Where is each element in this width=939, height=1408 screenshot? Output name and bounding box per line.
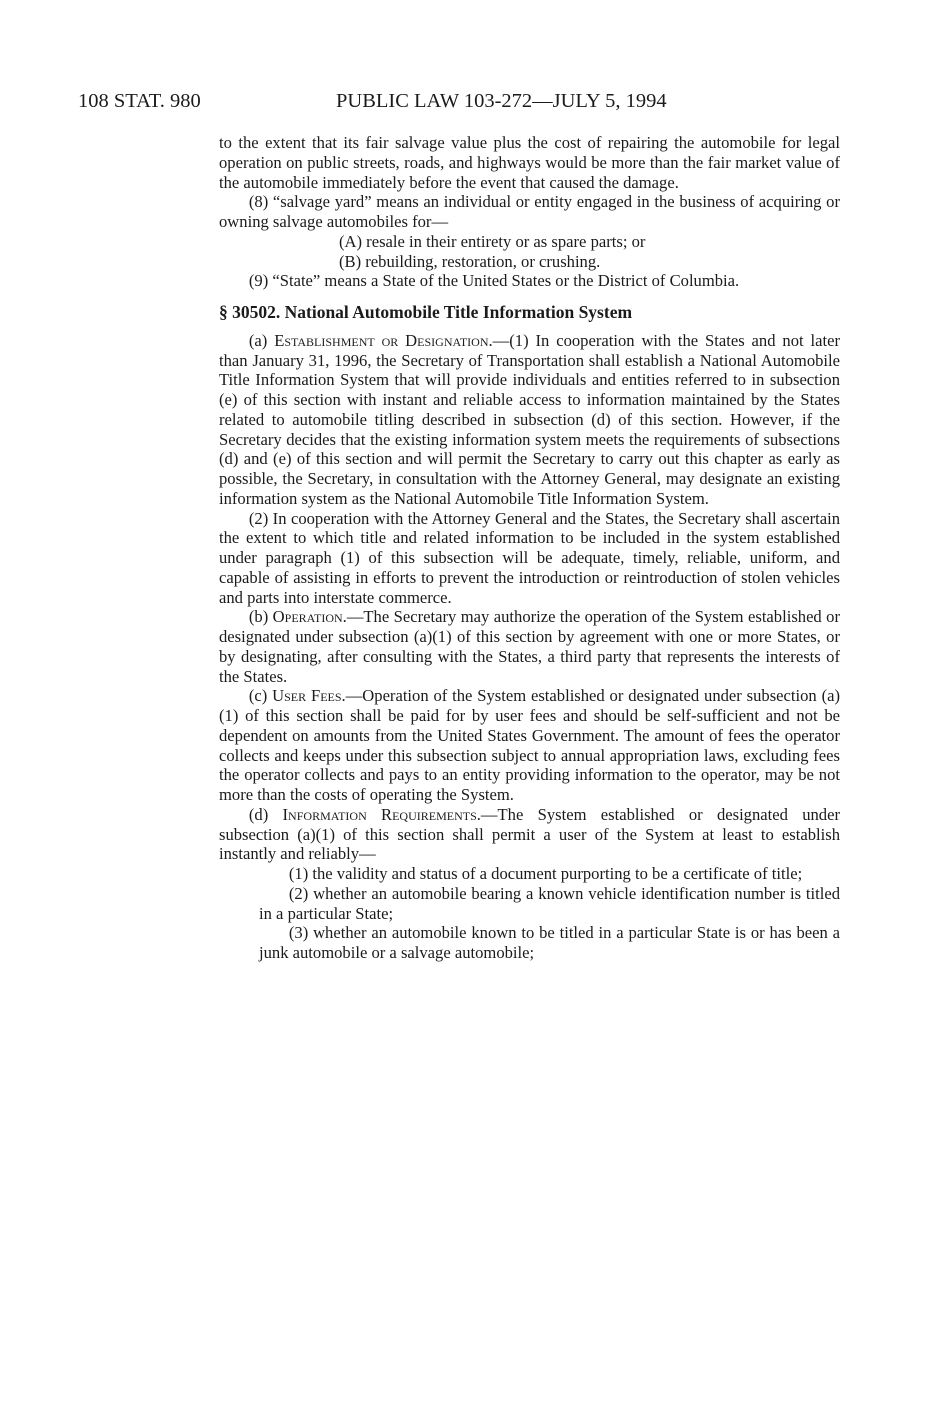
subsection-a-caption: Establishment or Designation: [274, 330, 489, 350]
subsection-b-text: .—The Secretary may authorize the operation of the System established or designated under subsection (a)(1) of this section by agreement with one or more States, or by designating, after consulting with the States, a third party that represents the interests of the States.: [219, 607, 840, 686]
subsection-b-operation: [219, 607, 840, 686]
statute-text-body: [219, 133, 840, 963]
subsection-d-information-requirements: [219, 805, 840, 864]
subsection-c-text: .—Operation of the System established or designated under subsection (a)(1) of this section shall be paid for by user fees and should be self-sufficient and not be dependent on amounts from the United States Government. The amount of fees the operator collects and keeps under this subsection subject to annual appropriation laws, excluding fees the operator collects and pays to an entity providing information to the operator, may be not more than the costs of operating the System.: [219, 686, 840, 804]
subsection-d-label: (d): [248, 804, 283, 824]
subsection-d-text: .—The System established or designated under subsection (a)(1) of this section shall permit a user of the System at least to establish instantly and reliably—: [219, 804, 840, 864]
stat-page-reference: 108 STAT. 980: [78, 90, 201, 112]
page-header: [78, 86, 840, 116]
paragraph-damage-continuation: to the extent that its fair salvage value plus the cost of repairing the automobile for legal operation on public streets, roads, and highways would be more than the fair market value of the automobile immediately before the event that caused the damage.: [219, 133, 840, 192]
subsection-d-caption: Information Requirements: [282, 804, 477, 824]
subsection-a-text: .—(1) In cooperation with the States and not later than January 31, 1996, the Secretary of Transportation shall establish a National Automobile Title Information System that will provide individuals and entities referred to in subsection (e) of this section with instant and reliable access to information maintained by the States related to automobile titling described in subsection (d) of this section. However, if the Secretary decides that the existing information system meets the requirements of subsections (d) and (e) of this section and will permit the Secretary to carry out this chapter as early as possible, the Secretary, in consultation with the Attorney General, may designate an existing information system as the National Automobile Title Information System.: [219, 330, 840, 508]
public-law-title: PUBLIC LAW 103-272—JULY 5, 1994: [336, 90, 667, 112]
subsection-c-caption: User Fees: [272, 686, 342, 706]
definition-salvage-yard-clause-b: (B) rebuilding, restoration, or crushing.: [339, 251, 601, 271]
definition-state: (9) “State” means a State of the United States or the District of Columbia.: [248, 271, 740, 291]
subsection-c-label: (c): [248, 686, 273, 706]
section-heading: § 30502. National Automobile Title Information System: [219, 302, 633, 322]
subsection-b-caption: Operation: [272, 607, 343, 627]
subsection-b-label: (b): [248, 607, 273, 627]
definition-salvage-yard-clause-a: (A) resale in their entirety or as spare parts; or: [339, 231, 646, 251]
definition-salvage-yard: (8) “salvage yard” means an individual or entity engaged in the business of acquiring or owning salvage automobiles for—: [219, 192, 840, 231]
subsection-a-paragraph-2: (2) In cooperation with the Attorney General and the States, the Secretary shall ascertain the extent to which title and related information to be included in the system established under paragraph (1) of this subsection will be adequate, timely, reliable, uniform, and capable of assisting in efforts to prevent the introduction or reintroduction of stolen vehicles and parts into interstate commerce.: [219, 508, 840, 607]
requirement-2-vin-titled: (2) whether an automobile bearing a known vehicle identification number is titled in a particular State;: [259, 883, 840, 923]
requirement-3-junk-salvage: (3) whether an automobile known to be titled in a particular State is or has been a junk automobile or a salvage automobile;: [259, 923, 840, 962]
subsection-c-user-fees: [219, 686, 840, 805]
subsection-a-establishment: [219, 331, 840, 509]
requirement-1-certificate-validity: (1) the validity and status of a document purporting to be a certificate of title;: [288, 864, 803, 883]
subsection-a-label: (a): [248, 330, 275, 350]
